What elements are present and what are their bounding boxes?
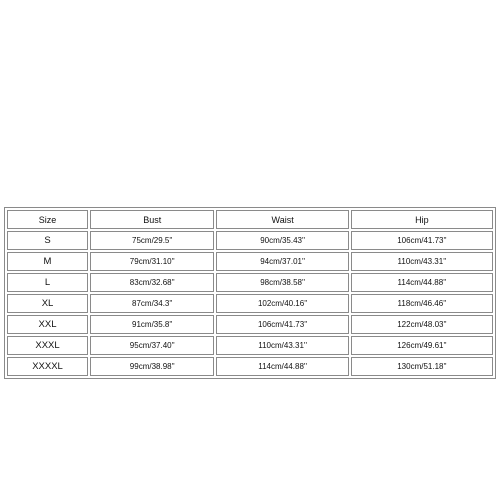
header-size: Size: [7, 210, 88, 229]
waist-cell: 90cm/35.43'': [216, 231, 348, 250]
table-row: [7, 273, 493, 292]
bust-cell: 83cm/32.68'': [90, 273, 214, 292]
table-row: [7, 294, 493, 313]
bust-cell: 95cm/37.40'': [90, 336, 214, 355]
waist-cell: 102cm/40.16'': [216, 294, 348, 313]
header-waist: Waist: [216, 210, 348, 229]
waist-cell: 114cm/44.88'': [216, 357, 348, 376]
size-cell: M: [7, 252, 88, 271]
hip-cell: 114cm/44.88'': [351, 273, 493, 292]
bust-cell: 79cm/31.10'': [90, 252, 214, 271]
waist-cell: 94cm/37.01'': [216, 252, 348, 271]
table-header-row: [7, 210, 493, 229]
size-cell: XXL: [7, 315, 88, 334]
bust-cell: 75cm/29.5'': [90, 231, 214, 250]
header-hip: Hip: [351, 210, 493, 229]
bust-cell: 91cm/35.8'': [90, 315, 214, 334]
table-row: [7, 357, 493, 376]
waist-cell: 110cm/43.31'': [216, 336, 348, 355]
table-row: [7, 315, 493, 334]
size-cell: S: [7, 231, 88, 250]
bust-cell: 99cm/38.98'': [90, 357, 214, 376]
table-row: [7, 252, 493, 271]
hip-cell: 110cm/43.31'': [351, 252, 493, 271]
hip-cell: 106cm/41.73'': [351, 231, 493, 250]
header-bust: Bust: [90, 210, 214, 229]
bust-cell: 87cm/34.3'': [90, 294, 214, 313]
table-row: [7, 231, 493, 250]
hip-cell: 130cm/51.18'': [351, 357, 493, 376]
size-cell: XXXXL: [7, 357, 88, 376]
size-cell: L: [7, 273, 88, 292]
size-chart-table: [4, 207, 496, 379]
waist-cell: 106cm/41.73'': [216, 315, 348, 334]
hip-cell: 118cm/46.46'': [351, 294, 493, 313]
hip-cell: 122cm/48.03'': [351, 315, 493, 334]
waist-cell: 98cm/38.58'': [216, 273, 348, 292]
hip-cell: 126cm/49.61'': [351, 336, 493, 355]
table-row: [7, 336, 493, 355]
size-cell: XXXL: [7, 336, 88, 355]
size-cell: XL: [7, 294, 88, 313]
